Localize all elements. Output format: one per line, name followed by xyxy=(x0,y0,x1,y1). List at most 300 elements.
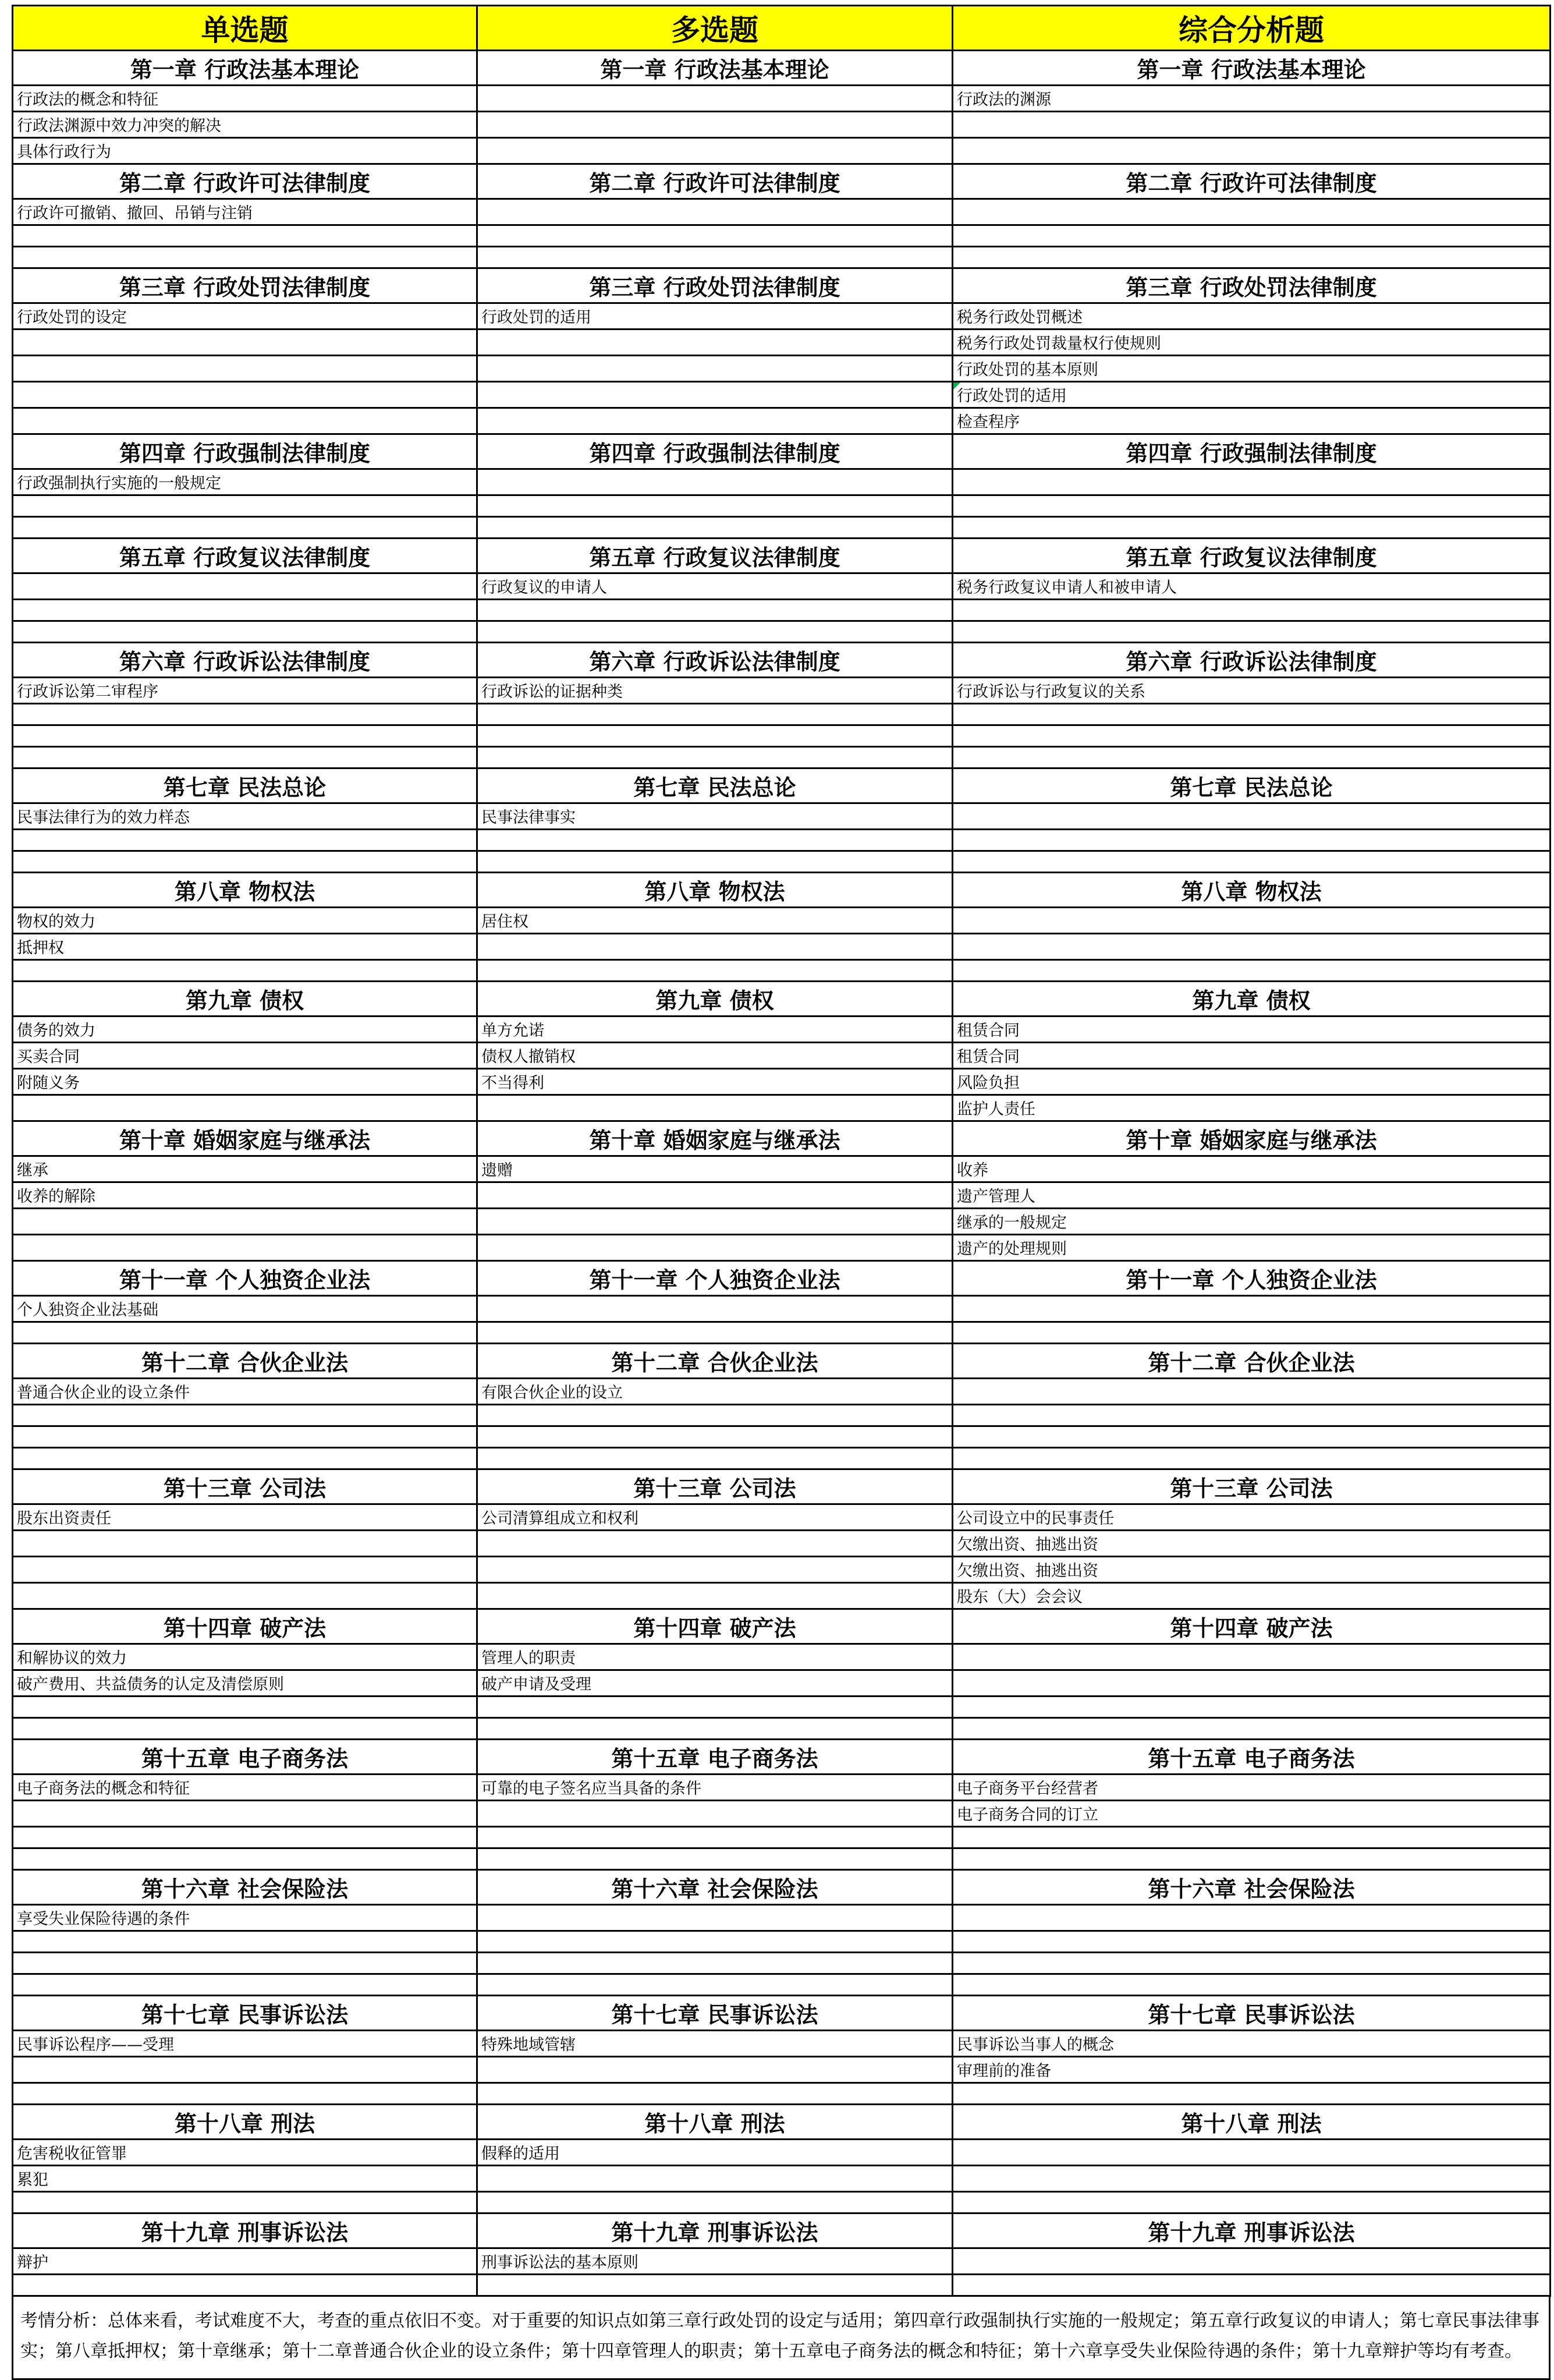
topic-row xyxy=(13,2192,1551,2213)
topic-cell: 破产费用、共益债务的认定及清偿原则 xyxy=(13,1670,477,1697)
topic-row xyxy=(13,495,1551,517)
empty-cell xyxy=(953,1322,1551,1344)
chapter-16-header-row xyxy=(13,1870,1551,1905)
topic-cell: 行政处罚的设定 xyxy=(13,303,477,330)
empty-cell xyxy=(13,495,477,517)
empty-cell xyxy=(953,1644,1551,1670)
empty-cell xyxy=(477,1905,953,1931)
chapter-12-title-col-1: 第十二章 合伙企业法 xyxy=(13,1344,477,1379)
topic-cell: 累犯 xyxy=(13,2166,477,2192)
topic-row xyxy=(13,1043,1551,1069)
chapter-7-title-col-3: 第七章 民法总论 xyxy=(953,768,1551,803)
chapter-18-title-col-3: 第十八章 刑法 xyxy=(953,2105,1551,2140)
chapter-3-title-col-3: 第三章 行政处罚法律制度 xyxy=(953,268,1551,303)
empty-cell xyxy=(953,247,1551,268)
column-header-single-choice: 单选题 xyxy=(13,6,477,51)
topic-cell: 遗产的处理规则 xyxy=(953,1235,1551,1261)
chapter-8-title-col-1: 第八章 物权法 xyxy=(13,873,477,908)
empty-cell xyxy=(477,600,953,621)
topic-cell: 买卖合同 xyxy=(13,1043,477,1069)
empty-cell xyxy=(477,408,953,434)
topic-row xyxy=(13,851,1551,873)
empty-cell xyxy=(953,112,1551,138)
column-header-multiple-choice: 多选题 xyxy=(477,6,953,51)
topic-row xyxy=(13,1697,1551,1718)
chapter-9-title-col-2: 第九章 债权 xyxy=(477,982,953,1017)
topic-row xyxy=(13,356,1551,382)
topic-cell: 享受失业保险待遇的条件 xyxy=(13,1905,477,1931)
empty-cell xyxy=(13,1827,477,1848)
topic-cell: 风险负担 xyxy=(953,1069,1551,1095)
topic-row xyxy=(13,112,1551,138)
empty-cell xyxy=(477,1296,953,1322)
empty-cell xyxy=(953,2248,1551,2275)
topic-row xyxy=(13,2140,1551,2166)
topic-cell: 电子商务平台经营者 xyxy=(953,1775,1551,1801)
topic-cell: 行政诉讼的证据种类 xyxy=(477,678,953,704)
empty-cell xyxy=(477,725,953,747)
topic-cell: 税务行政处罚概述 xyxy=(953,303,1551,330)
topic-cell: 欠缴出资、抽逃出资 xyxy=(953,1557,1551,1583)
chapter-18-header-row xyxy=(13,2105,1551,2140)
empty-cell xyxy=(13,747,477,768)
topic-cell: 税务行政复议申请人和被申请人 xyxy=(953,573,1551,600)
topic-row xyxy=(13,1235,1551,1261)
chapter-12-title-col-2: 第十二章 合伙企业法 xyxy=(477,1344,953,1379)
empty-cell xyxy=(13,1426,477,1448)
chapter-13-title-col-3: 第十三章 公司法 xyxy=(953,1469,1551,1504)
chapter-7-title-col-1: 第七章 民法总论 xyxy=(13,768,477,803)
topic-row xyxy=(13,934,1551,960)
chapter-7-header-row xyxy=(13,768,1551,803)
chapter-10-title-col-1: 第十章 婚姻家庭与继承法 xyxy=(13,1121,477,1156)
empty-cell xyxy=(13,247,477,268)
empty-cell xyxy=(477,1974,953,1996)
topic-row xyxy=(13,1670,1551,1697)
chapter-16-title-col-2: 第十六章 社会保险法 xyxy=(477,1870,953,1905)
topic-cell: 行政法渊源中效力冲突的解决 xyxy=(13,112,477,138)
topic-row xyxy=(13,1209,1551,1235)
topic-row xyxy=(13,1531,1551,1557)
chapter-2-title-col-2: 第二章 行政许可法律制度 xyxy=(477,164,953,199)
chapter-6-title-col-2: 第六章 行政诉讼法律制度 xyxy=(477,643,953,678)
topic-row xyxy=(13,803,1551,830)
chapter-9-title-col-1: 第九章 债权 xyxy=(13,982,477,1017)
topic-row xyxy=(13,2248,1551,2275)
topic-cell: 租赁合同 xyxy=(953,1043,1551,1069)
chapter-7-title-col-2: 第七章 民法总论 xyxy=(477,768,953,803)
empty-cell xyxy=(13,600,477,621)
empty-cell xyxy=(477,1235,953,1261)
topic-row xyxy=(13,1504,1551,1531)
topic-cell: 收养的解除 xyxy=(13,1182,477,1209)
chapter-6-title-col-3: 第六章 行政诉讼法律制度 xyxy=(953,643,1551,678)
topic-row xyxy=(13,1017,1551,1043)
empty-cell xyxy=(13,1095,477,1121)
empty-cell xyxy=(953,2166,1551,2192)
chapter-12-header-row xyxy=(13,1344,1551,1379)
chapter-6-title-col-1: 第六章 行政诉讼法律制度 xyxy=(13,643,477,678)
empty-cell xyxy=(477,2275,953,2296)
chapter-19-title-col-1: 第十九章 刑事诉讼法 xyxy=(13,2213,477,2248)
chapter-10-title-col-2: 第十章 婚姻家庭与继承法 xyxy=(477,1121,953,1156)
chapter-17-title-col-2: 第十七章 民事诉讼法 xyxy=(477,1996,953,2031)
empty-cell xyxy=(13,517,477,539)
topic-row xyxy=(13,1583,1551,1609)
empty-cell xyxy=(953,803,1551,830)
topic-row xyxy=(13,1322,1551,1344)
topic-row xyxy=(13,1557,1551,1583)
topic-row xyxy=(13,382,1551,408)
chapter-5-title-col-3: 第五章 行政复议法律制度 xyxy=(953,539,1551,573)
empty-cell xyxy=(477,330,953,356)
empty-cell xyxy=(13,408,477,434)
topic-cell: 不当得利 xyxy=(477,1069,953,1095)
empty-cell xyxy=(477,138,953,164)
empty-cell xyxy=(477,199,953,225)
topic-cell: 行政复议的申请人 xyxy=(477,573,953,600)
chapter-10-header-row xyxy=(13,1121,1551,1156)
topic-cell: 遗赠 xyxy=(477,1156,953,1182)
topic-row xyxy=(13,1296,1551,1322)
topic-row xyxy=(13,1405,1551,1426)
question-type-header-row xyxy=(13,6,1551,51)
chapter-5-title-col-2: 第五章 行政复议法律制度 xyxy=(477,539,953,573)
chapter-15-title-col-2: 第十五章 电子商务法 xyxy=(477,1740,953,1775)
topic-cell: 行政强制执行实施的一般规定 xyxy=(13,469,477,495)
empty-cell xyxy=(13,1697,477,1718)
empty-cell xyxy=(13,2083,477,2105)
topic-row xyxy=(13,1448,1551,1469)
topic-cell: 单方允诺 xyxy=(477,1017,953,1043)
topic-row xyxy=(13,573,1551,600)
empty-cell xyxy=(953,2192,1551,2213)
topic-cell: 股东（大）会会议 xyxy=(953,1583,1551,1609)
topic-row xyxy=(13,2031,1551,2057)
topic-cell: 民事法律事实 xyxy=(477,803,953,830)
chapter-11-title-col-1: 第十一章 个人独资企业法 xyxy=(13,1261,477,1296)
chapter-9-title-col-3: 第九章 债权 xyxy=(953,982,1551,1017)
empty-cell xyxy=(13,330,477,356)
topic-cell: 税务行政处罚裁量权行使规则 xyxy=(953,330,1551,356)
empty-cell xyxy=(953,830,1551,851)
topic-cell: 行政处罚的基本原则 xyxy=(953,356,1551,382)
empty-cell xyxy=(13,830,477,851)
topic-cell: 公司设立中的民事责任 xyxy=(953,1504,1551,1531)
empty-cell xyxy=(477,1583,953,1609)
exam-table-body xyxy=(13,6,1551,2296)
empty-cell xyxy=(13,1557,477,1583)
chapter-14-title-col-2: 第十四章 破产法 xyxy=(477,1609,953,1644)
empty-cell xyxy=(477,851,953,873)
topic-cell: 债权人撤销权 xyxy=(477,1043,953,1069)
empty-cell xyxy=(953,1379,1551,1405)
empty-cell xyxy=(477,1095,953,1121)
chapter-18-title-col-2: 第十八章 刑法 xyxy=(477,2105,953,2140)
topic-cell: 居住权 xyxy=(477,908,953,934)
empty-cell xyxy=(477,2083,953,2105)
empty-cell xyxy=(953,2083,1551,2105)
empty-cell xyxy=(13,1953,477,1974)
chapter-16-title-col-1: 第十六章 社会保险法 xyxy=(13,1870,477,1905)
empty-cell xyxy=(477,1322,953,1344)
empty-cell xyxy=(953,225,1551,247)
chapter-19-title-col-2: 第十九章 刑事诉讼法 xyxy=(477,2213,953,2248)
topic-row xyxy=(13,408,1551,434)
empty-cell xyxy=(477,1848,953,1870)
chapter-16-title-col-3: 第十六章 社会保险法 xyxy=(953,1870,1551,1905)
topic-row xyxy=(13,1827,1551,1848)
empty-cell xyxy=(13,621,477,643)
empty-cell xyxy=(13,725,477,747)
topic-cell: 欠缴出资、抽逃出资 xyxy=(953,1531,1551,1557)
empty-cell xyxy=(477,2057,953,2083)
topic-row xyxy=(13,199,1551,225)
empty-cell xyxy=(953,725,1551,747)
empty-cell xyxy=(477,382,953,408)
topic-row xyxy=(13,1905,1551,1931)
empty-cell xyxy=(13,2057,477,2083)
topic-cell: 可靠的电子签名应当具备的条件 xyxy=(477,1775,953,1801)
empty-cell xyxy=(953,934,1551,960)
chapter-1-title-col-3: 第一章 行政法基本理论 xyxy=(953,51,1551,86)
chapter-5-header-row xyxy=(13,539,1551,573)
chapter-10-title-col-3: 第十章 婚姻家庭与继承法 xyxy=(953,1121,1551,1156)
empty-cell xyxy=(13,1235,477,1261)
topic-cell: 行政处罚的适用 xyxy=(477,303,953,330)
chapter-11-title-col-3: 第十一章 个人独资企业法 xyxy=(953,1261,1551,1296)
chapter-13-header-row xyxy=(13,1469,1551,1504)
topic-cell: 收养 xyxy=(953,1156,1551,1182)
column-header-comprehensive-analysis: 综合分析题 xyxy=(953,6,1551,51)
empty-cell xyxy=(953,1405,1551,1426)
empty-cell xyxy=(953,747,1551,768)
chapter-19-title-col-3: 第十九章 刑事诉讼法 xyxy=(953,2213,1551,2248)
topic-row xyxy=(13,86,1551,112)
topic-cell: 行政诉讼与行政复议的关系 xyxy=(953,678,1551,704)
topic-row xyxy=(13,704,1551,725)
empty-cell xyxy=(953,495,1551,517)
empty-cell xyxy=(477,1718,953,1740)
topic-cell: 检查程序 xyxy=(953,408,1551,434)
chapter-18-title-col-1: 第十八章 刑法 xyxy=(13,2105,477,2140)
chapter-3-title-col-1: 第三章 行政处罚法律制度 xyxy=(13,268,477,303)
topic-cell: 继承的一般规定 xyxy=(953,1209,1551,1235)
empty-cell xyxy=(13,1448,477,1469)
empty-cell xyxy=(477,1405,953,1426)
topic-row xyxy=(13,1801,1551,1827)
topic-row xyxy=(13,960,1551,982)
empty-cell xyxy=(13,225,477,247)
chapter-8-title-col-3: 第八章 物权法 xyxy=(953,873,1551,908)
chapter-2-title-col-1: 第二章 行政许可法律制度 xyxy=(13,164,477,199)
empty-cell xyxy=(13,1931,477,1953)
empty-cell xyxy=(953,1670,1551,1697)
empty-cell xyxy=(953,1931,1551,1953)
chapter-1-title-col-1: 第一章 行政法基本理论 xyxy=(13,51,477,86)
empty-cell xyxy=(477,1931,953,1953)
chapter-17-header-row xyxy=(13,1996,1551,2031)
chapter-2-title-col-3: 第二章 行政许可法律制度 xyxy=(953,164,1551,199)
topic-row xyxy=(13,1953,1551,1974)
empty-cell xyxy=(953,2275,1551,2296)
empty-cell xyxy=(953,1953,1551,1974)
empty-cell xyxy=(477,1182,953,1209)
empty-cell xyxy=(953,621,1551,643)
topic-row xyxy=(13,2083,1551,2105)
empty-cell xyxy=(477,112,953,138)
chapter-8-title-col-2: 第八章 物权法 xyxy=(477,873,953,908)
empty-cell xyxy=(477,1557,953,1583)
topic-cell: 电子商务合同的订立 xyxy=(953,1801,1551,1827)
topic-row xyxy=(13,2057,1551,2083)
empty-cell xyxy=(13,1405,477,1426)
empty-cell xyxy=(953,469,1551,495)
empty-cell xyxy=(477,356,953,382)
topic-cell: 假释的适用 xyxy=(477,2140,953,2166)
topic-row xyxy=(13,303,1551,330)
topic-cell: 行政法的渊源 xyxy=(953,86,1551,112)
topic-row xyxy=(13,1974,1551,1996)
empty-cell xyxy=(477,225,953,247)
chapter-4-title-col-2: 第四章 行政强制法律制度 xyxy=(477,434,953,469)
topic-row xyxy=(13,330,1551,356)
topic-row xyxy=(13,517,1551,539)
topic-row xyxy=(13,1848,1551,1870)
chapter-14-title-col-3: 第十四章 破产法 xyxy=(953,1609,1551,1644)
topic-row xyxy=(13,2166,1551,2192)
empty-cell xyxy=(13,1848,477,1870)
empty-cell xyxy=(13,1801,477,1827)
empty-cell xyxy=(477,621,953,643)
chapter-11-header-row xyxy=(13,1261,1551,1296)
empty-cell xyxy=(477,830,953,851)
topic-row xyxy=(13,469,1551,495)
empty-cell xyxy=(13,851,477,873)
chapter-13-title-col-2: 第十三章 公司法 xyxy=(477,1469,953,1504)
topic-cell: 民事诉讼当事人的概念 xyxy=(953,2031,1551,2057)
empty-cell xyxy=(953,517,1551,539)
topic-cell: 辩护 xyxy=(13,2248,477,2275)
empty-cell xyxy=(477,1531,953,1557)
empty-cell xyxy=(477,704,953,725)
topic-cell: 有限合伙企业的设立 xyxy=(477,1379,953,1405)
topic-cell-with-note-marker: 行政处罚的适用 xyxy=(953,382,1551,408)
topic-row xyxy=(13,1156,1551,1182)
topic-cell: 行政法的概念和特征 xyxy=(13,86,477,112)
chapter-3-header-row xyxy=(13,268,1551,303)
topic-cell: 监护人责任 xyxy=(953,1095,1551,1121)
chapter-17-title-col-3: 第十七章 民事诉讼法 xyxy=(953,1996,1551,2031)
empty-cell xyxy=(477,1827,953,1848)
chapter-11-title-col-2: 第十一章 个人独资企业法 xyxy=(477,1261,953,1296)
topic-cell: 破产申请及受理 xyxy=(477,1670,953,1697)
empty-cell xyxy=(13,573,477,600)
empty-cell xyxy=(13,2275,477,2296)
topic-row xyxy=(13,830,1551,851)
empty-cell xyxy=(13,1974,477,1996)
topic-row xyxy=(13,747,1551,768)
chapter-3-title-col-2: 第三章 行政处罚法律制度 xyxy=(477,268,953,303)
topic-cell: 刑事诉讼法的基本原则 xyxy=(477,2248,953,2275)
empty-cell xyxy=(953,1827,1551,1848)
empty-cell xyxy=(13,1531,477,1557)
chapter-8-header-row xyxy=(13,873,1551,908)
topic-row xyxy=(13,678,1551,704)
topic-cell: 危害税收征管罪 xyxy=(13,2140,477,2166)
topic-cell: 股东出资责任 xyxy=(13,1504,477,1531)
chapter-15-title-col-3: 第十五章 电子商务法 xyxy=(953,1740,1551,1775)
chapter-4-title-col-1: 第四章 行政强制法律制度 xyxy=(13,434,477,469)
topic-cell: 附随义务 xyxy=(13,1069,477,1095)
empty-cell xyxy=(477,1697,953,1718)
empty-cell xyxy=(953,199,1551,225)
topic-cell: 债务的效力 xyxy=(13,1017,477,1043)
empty-cell xyxy=(477,517,953,539)
chapter-4-header-row xyxy=(13,434,1551,469)
empty-cell xyxy=(477,2166,953,2192)
empty-cell xyxy=(13,1322,477,1344)
topic-row xyxy=(13,2275,1551,2296)
chapter-17-title-col-1: 第十七章 民事诉讼法 xyxy=(13,1996,477,2031)
empty-cell xyxy=(953,1448,1551,1469)
topic-cell: 抵押权 xyxy=(13,934,477,960)
chapter-1-header-row xyxy=(13,51,1551,86)
topic-row xyxy=(13,1931,1551,1953)
topic-cell: 和解协议的效力 xyxy=(13,1644,477,1670)
topic-row xyxy=(13,600,1551,621)
topic-row xyxy=(13,1426,1551,1448)
empty-cell xyxy=(953,851,1551,873)
empty-cell xyxy=(477,2192,953,2213)
topic-cell: 遗产管理人 xyxy=(953,1182,1551,1209)
empty-cell xyxy=(13,2192,477,2213)
empty-cell xyxy=(477,1953,953,1974)
empty-cell xyxy=(477,1209,953,1235)
empty-cell xyxy=(953,1974,1551,1996)
topic-cell: 个人独资企业法基础 xyxy=(13,1296,477,1322)
empty-cell xyxy=(477,1426,953,1448)
empty-cell xyxy=(953,1848,1551,1870)
empty-cell xyxy=(13,356,477,382)
empty-cell xyxy=(13,1718,477,1740)
chapter-13-title-col-1: 第十三章 公司法 xyxy=(13,1469,477,1504)
empty-cell xyxy=(477,934,953,960)
topic-cell: 行政诉讼第二审程序 xyxy=(13,678,477,704)
topic-row xyxy=(13,225,1551,247)
chapter-5-title-col-1: 第五章 行政复议法律制度 xyxy=(13,539,477,573)
topic-cell: 行政许可撤销、撤回、吊销与注销 xyxy=(13,199,477,225)
topic-row xyxy=(13,1069,1551,1095)
topic-cell: 审理前的准备 xyxy=(953,2057,1551,2083)
empty-cell xyxy=(477,469,953,495)
topic-cell: 公司清算组成立和权利 xyxy=(477,1504,953,1531)
empty-cell xyxy=(953,960,1551,982)
topic-row xyxy=(13,138,1551,164)
chapter-9-header-row xyxy=(13,982,1551,1017)
chapter-2-header-row xyxy=(13,164,1551,199)
empty-cell xyxy=(13,382,477,408)
chapter-19-header-row xyxy=(13,2213,1551,2248)
empty-cell xyxy=(477,1448,953,1469)
topic-row xyxy=(13,1095,1551,1121)
empty-cell xyxy=(13,704,477,725)
empty-cell xyxy=(953,600,1551,621)
empty-cell xyxy=(13,1583,477,1609)
empty-cell xyxy=(953,1426,1551,1448)
topic-cell: 具体行政行为 xyxy=(13,138,477,164)
empty-cell xyxy=(953,1718,1551,1740)
